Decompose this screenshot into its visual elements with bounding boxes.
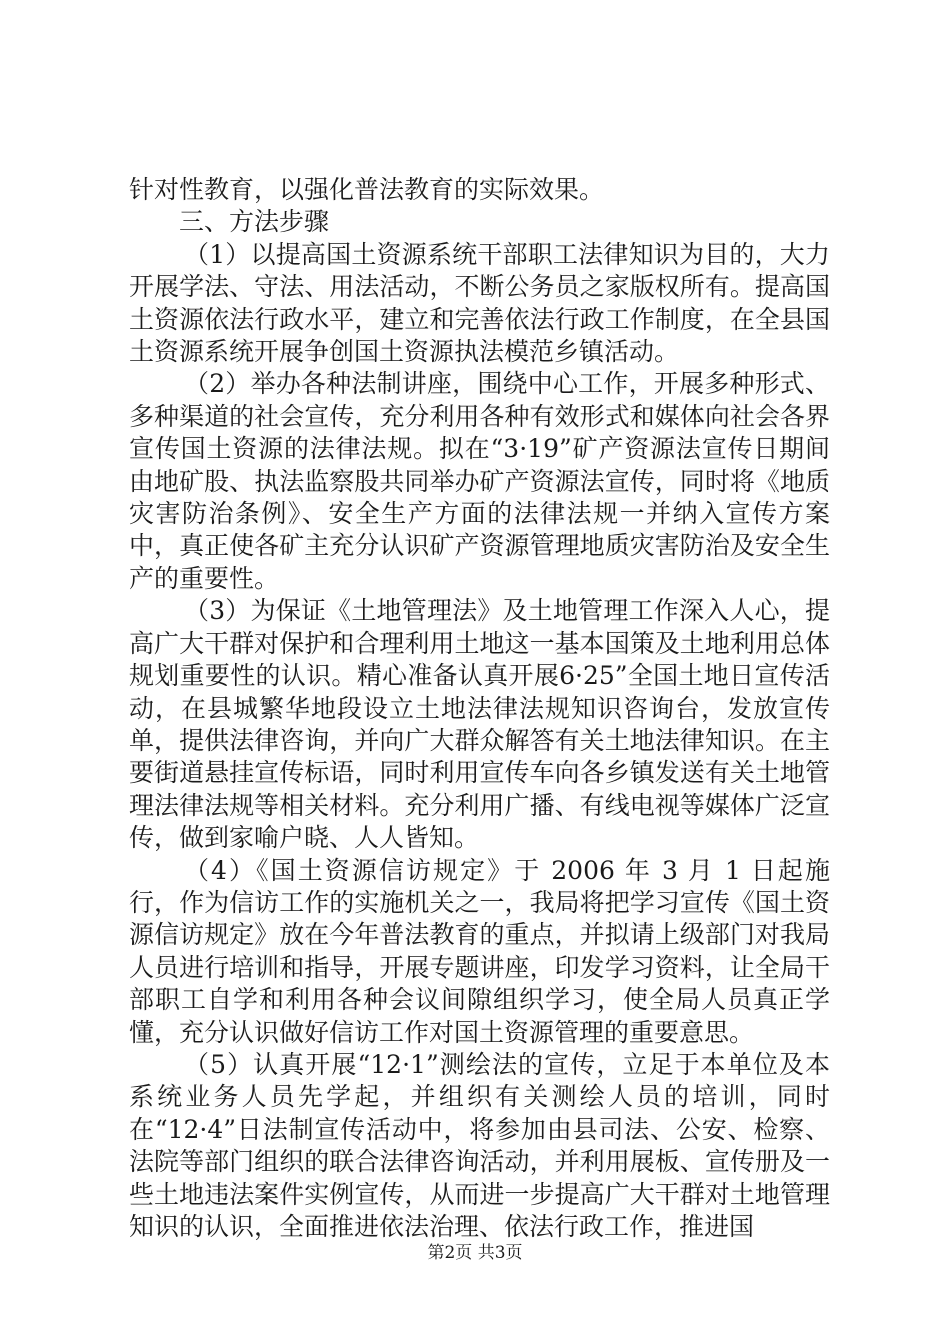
paragraph-step-4: （4）《国土资源信访规定》于 2006 年 3 月 1 日起施行，作为信访工作的实施机关之一，我局将把学习宣传《国土资源信访规定》放在今年普法教育的重点，并拟请上级部门对我局人员进行培训和指导，开展专题讲座，印发学习资料，让全局干部职工自学和利用各种会议间隙组织学习，使全局人员真正学懂，充分认识做好信访工作对国土资源管理的重要意思。 — [129, 855, 830, 1047]
paragraph-step-2: （2）举办各种法制讲座，围绕中心工作，开展多种形式、多种渠道的社会宣传，充分利用各种有效形式和媒体向社会各界宣传国土资源的法律法规。拟在“3·19”矿产资源法宣传日期间由地矿股、执法监察股共同举办矿产资源法宣传，同时将《地质灾害防治条例》、安全生产方面的法律法规一并纳入宣传方案中，真正使各矿主充分认识矿产资源管理地质灾害防治及安全生产的重要性。 — [129, 369, 830, 593]
paragraph-step-3: （3）为保证《土地管理法》及土地管理工作深入人心，提高广大干群对保护和合理利用土地这一基本国策及土地利用总体规划重要性的认识。精心准备认真开展6·25”全国土地日宣传活动，在县城繁华地段设立土地法律法规知识咨询台，发放宣传单，提供法律咨询，并向广大群众解答有关土地法律知识。在主要街道悬挂宣传标语，同时利用宣传车向各乡镇发送有关土地管理法律法规等相关材料。充分利用广播、有线电视等媒体广泛宣传，做到家喻户晓、人人皆知。 — [129, 596, 830, 853]
paragraph-continuation: 针对性教育，以强化普法教育的实际效果。 — [129, 175, 605, 204]
section-heading: 三、方法步骤 — [179, 207, 330, 237]
paragraph-step-5: （5）认真开展“12·1”测绘法的宣传，立足于本单位及本系统业务人员先学起，并组织有关测绘人员的培训，同时在“12·4”日法制宣传活动中，将参加由县司法、公安、检察、法院等部门组织的联合法律咨询活动，并利用展板、宣传册及一些土地违法案件实例宣传，从而进一步提高广大干群对土地管理知识的认识，全面推进依法治理、依法行政工作，推进国 — [129, 1049, 830, 1241]
paragraph-step-1: （1）以提高国土资源系统干部职工法律知识为目的，大力开展学法、守法、用法活动，不断公务员之家版权所有。提高国土资源依法行政水平，建立和完善依法行政工作制度，在全县国土资源系统开展争创国土资源执法模范乡镇活动。 — [129, 239, 830, 367]
page-number-footer: 第2页 共3页 — [427, 1243, 523, 1263]
document-body — [129, 174, 830, 1243]
